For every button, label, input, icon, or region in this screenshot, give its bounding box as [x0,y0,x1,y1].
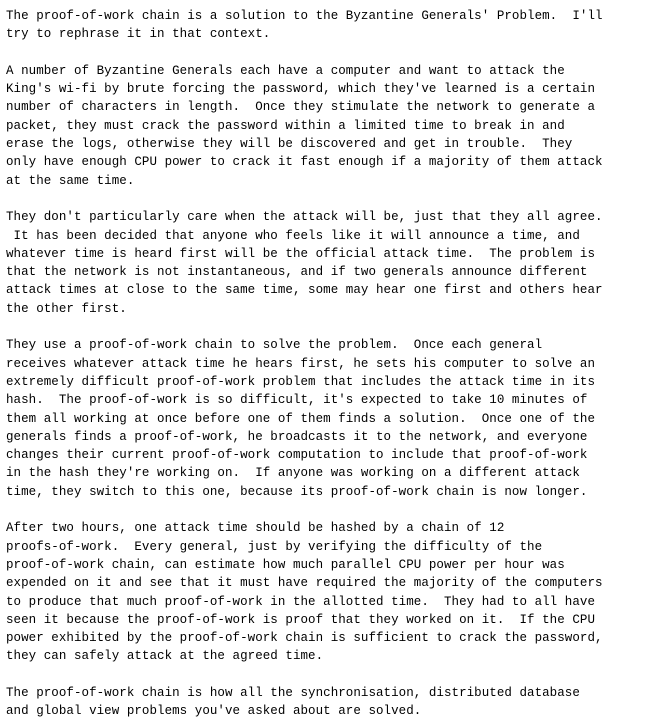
paragraph-intro [6,7,645,44]
text-line: number of characters in length. Once they stimulate the network to generate a [6,100,595,115]
text-line: generals finds a proof-of-work, he broadcasts it to the network, and everyone [6,429,588,444]
text-line: expended on it and see that it must have required the majority of the computers [6,576,603,591]
paragraph-agreement [6,208,645,318]
text-line: A number of Byzantine Generals each have a computer and want to attack the [6,63,565,78]
text-line: The proof-of-work chain is how all the synchronisation, distributed database [6,685,580,700]
text-line: try to rephrase it in that context. [6,27,271,42]
text-line: King's wi-fi by brute forcing the password, which they've learned is a certain [6,82,595,97]
text-line: they can safely attack at the agreed time. [6,649,324,664]
text-line: After two hours, one attack time should be hashed by a chain of 12 [6,521,505,536]
text-line: them all working at once before one of them finds a solution. Once one of the [6,411,595,426]
text-line: whatever time is heard first will be the official attack time. The problem is [6,246,595,261]
text-line: It has been decided that anyone who feels like it will announce a time, and [6,228,580,243]
text-line: hash. The proof-of-work is so difficult, it's expected to take 10 minutes of [6,393,588,408]
text-line: They don't particularly care when the attack will be, just that they all agree. [6,210,603,225]
text-line: in the hash they're working on. If anyone was working on a different attack [6,466,580,481]
text-line: attack times at close to the same time, some may hear one first and others hear [6,283,603,298]
text-line: at the same time. [6,173,135,188]
text-line: only have enough CPU power to crack it fast enough if a majority of them attack [6,155,603,170]
text-line: receives whatever attack time he hears first, he sets his computer to solve an [6,356,595,371]
text-line: that the network is not instantaneous, and if two generals announce different [6,265,588,280]
text-line: proof-of-work chain, can estimate how much parallel CPU power per hour was [6,557,565,572]
paragraph-scenario [6,62,645,190]
text-line: the other first. [6,301,127,316]
text-line: The proof-of-work chain is a solution to the Byzantine Generals' Problem. I'll [6,9,603,23]
text-line: extremely difficult proof-of-work problem that includes the attack time in its [6,374,595,389]
paragraph-verification [6,519,645,665]
text-line: time, they switch to this one, because its proof-of-work chain is now longer. [6,484,588,499]
text-line: power exhibited by the proof-of-work chain is sufficient to crack the password, [6,631,603,646]
text-line: seen it because the proof-of-work is proof that they worked on it. If the CPU [6,612,595,627]
paragraph-conclusion [6,684,645,721]
text-line: and global view problems you've asked about are solved. [6,704,422,719]
text-line: to produce that much proof-of-work in the allotted time. They had to all have [6,594,595,609]
text-line: They use a proof-of-work chain to solve the problem. Once each general [6,338,543,353]
paragraph-solution [6,336,645,501]
text-line: changes their current proof-of-work computation to include that proof-of-work [6,448,588,463]
text-line: packet, they must crack the password within a limited time to break in and [6,118,565,133]
text-line: proofs-of-work. Every general, just by verifying the difficulty of the [6,539,543,554]
text-line: erase the logs, otherwise they will be discovered and get in trouble. They [6,137,573,152]
